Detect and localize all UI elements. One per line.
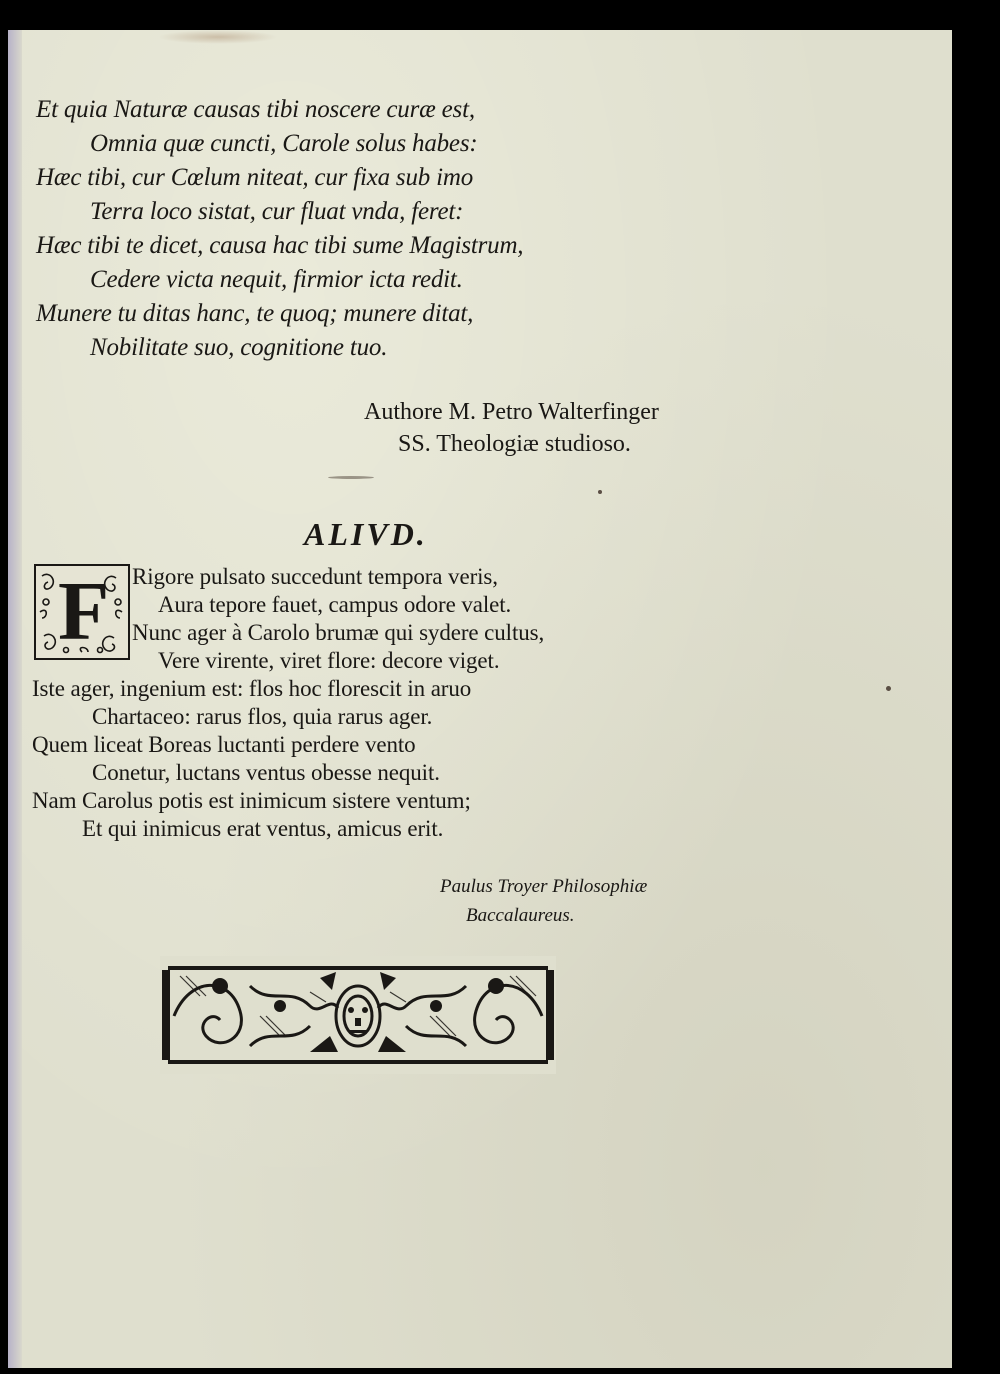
poem-line: Et quia Naturæ causas tibi noscere curæ est, [36, 96, 475, 123]
author-title: Baccalaureus. [466, 905, 575, 926]
poem-line: Hæc tibi te dicet, causa hac tibi sume Magistrum, [36, 232, 524, 259]
poem-line: Et qui inimicus erat ventus, amicus erit. [82, 816, 444, 841]
woodcut-tailpiece-icon [160, 956, 556, 1074]
section-heading: ALIVD. [304, 516, 428, 552]
author-name: Paulus Troyer Philosophiæ [440, 876, 648, 897]
decorated-initial [34, 564, 130, 660]
poem-line: Aura tepore fauet, campus odore valet. [158, 592, 512, 617]
initial-letter: F [58, 565, 110, 658]
poem-line: Hæc tibi, cur Cœlum niteat, cur fixa sub imo [36, 164, 474, 191]
paper-blemish [886, 686, 891, 691]
poem-line: Chartaceo: rarus flos, quia rarus ager. [92, 704, 433, 729]
poem-line: Munere tu ditas hanc, te quoq; munere ditat, [36, 300, 474, 327]
author-attribution [364, 396, 659, 460]
book-page [8, 30, 952, 1368]
paper-blemish [328, 476, 374, 479]
poem-line: Cedere victa nequit, firmior icta redit. [90, 266, 463, 293]
poem-line: Nunc ager à Carolo brumæ qui sydere cultus, [132, 620, 545, 645]
poem-line: Quem liceat Boreas luctanti perdere vento [32, 732, 416, 757]
poem-line: Omnia quæ cuncti, Carole solus habes: [90, 130, 478, 157]
poem-line: Iste ager, ingenium est: flos hoc florescit in aruo [32, 676, 472, 701]
poem-line: Nam Carolus potis est inimicum sistere ventum; [32, 788, 471, 813]
poem-line: Vere virente, viret flore: decore viget. [158, 648, 500, 673]
author-title: SS. Theologiæ studioso. [398, 431, 631, 457]
poem-line: Terra loco sistat, cur fluat vnda, feret: [90, 198, 464, 225]
author-attribution-second [440, 872, 647, 930]
page-edge-shadow [8, 30, 22, 1368]
author-name: Authore M. Petro Walterfinger [364, 399, 659, 425]
paper-blemish [598, 490, 602, 494]
poem-line: Nobilitate suo, cognitione tuo. [90, 334, 388, 361]
poem-line: Rigore pulsato succedunt tempora veris, [132, 564, 498, 589]
paper-stain [158, 30, 278, 44]
poem-line: Conetur, luctans ventus obesse nequit. [92, 760, 440, 785]
